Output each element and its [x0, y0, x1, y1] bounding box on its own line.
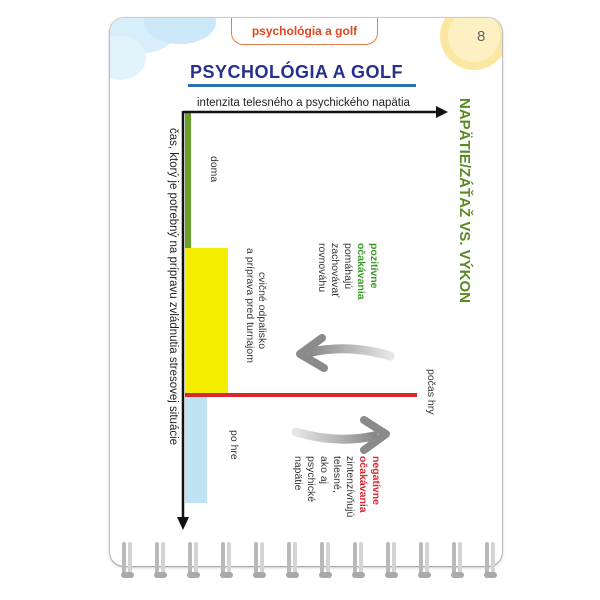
y-axis-label: čas, ktorý je potrebný na prípravu zvládnutia stresovej situácie: [167, 128, 179, 446]
negative-body-4: psychické: [305, 456, 317, 503]
negative-body-3: ako aj: [318, 456, 330, 485]
page-title: PSYCHOLÓGIA A GOLF: [190, 62, 404, 82]
spiral-binding: [110, 538, 502, 588]
label-practice-1: cvičné odpalisko: [256, 272, 268, 350]
negative-heading-1: negatívne: [370, 456, 382, 506]
practice-block: [185, 248, 228, 395]
binding-ring: [286, 542, 299, 578]
negative-body-1: zintenzívňujú: [344, 456, 356, 518]
label-after-game: po hre: [228, 430, 240, 460]
positive-heading-2: očakávania: [355, 243, 367, 300]
arrow-left-icon: [300, 338, 390, 368]
binding-ring: [418, 542, 431, 578]
binding-ring: [352, 542, 365, 578]
x-axis-arrow: [436, 106, 448, 118]
positive-body-3: rovnováhu: [316, 243, 328, 293]
positive-body-2: zachovávať: [329, 243, 341, 298]
side-title: NAPÄTIE/ZÁŤAŽ VS. VÝKON: [456, 98, 473, 304]
after-block: [185, 395, 207, 503]
negative-body-2: telesné,: [331, 456, 343, 493]
label-during-game: počas hry: [425, 369, 437, 415]
page-number: 8: [477, 28, 486, 45]
binding-ring: [253, 542, 266, 578]
binding-ring: [154, 542, 167, 578]
positive-heading-1: pozitívne: [368, 243, 380, 289]
arrow-right-icon: [296, 420, 386, 450]
negative-heading-2: očakávania: [357, 456, 369, 513]
binding-ring: [319, 542, 332, 578]
binding-ring: [220, 542, 233, 578]
during-game-line: [185, 393, 417, 397]
label-practice-2: a príprava pred turnajom: [244, 248, 256, 363]
binding-ring: [187, 542, 200, 578]
positive-body-1: pomáhajú: [342, 243, 354, 290]
label-home: doma: [208, 156, 220, 183]
binding-ring: [451, 542, 464, 578]
binding-ring: [484, 542, 497, 578]
x-axis-label: intenzita telesného a psychického napätia: [197, 97, 410, 109]
binding-ring: [121, 542, 134, 578]
negative-body-5: napätie: [292, 456, 304, 491]
section-tab-label: psychológia a golf: [251, 24, 358, 38]
y-axis-arrow: [177, 517, 189, 530]
home-bar: [185, 112, 191, 248]
binding-ring: [385, 542, 398, 578]
